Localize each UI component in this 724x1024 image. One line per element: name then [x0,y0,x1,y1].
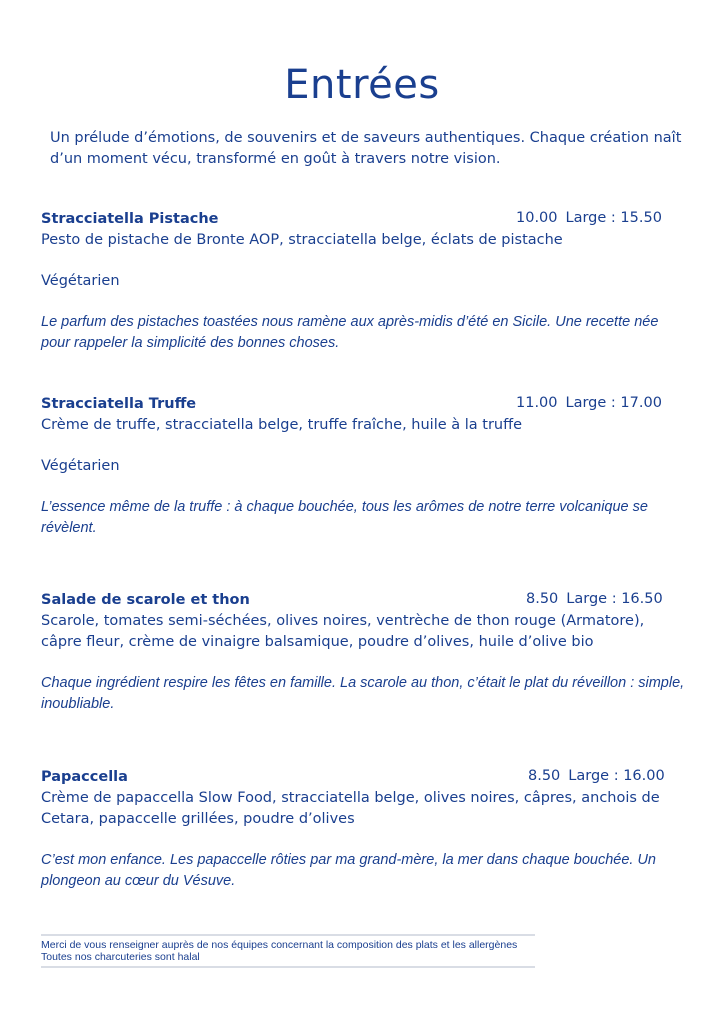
price-regular: 8.50 [528,768,561,784]
halal-notice: Toutes nos charcuteries sont halal [41,951,200,963]
dish-description: Crème de truffe, stracciatella belge, truffe fraîche, huile à la truffe [41,417,523,433]
dish-tag: Végétarien [41,458,120,474]
price-regular: 8.50 [526,591,559,607]
footer-notice [41,934,535,968]
price-regular: 11.00 [516,395,558,411]
page-title: Entrées [284,62,440,108]
price-large: Large : 16.50 [566,591,663,607]
price-large: Large : 17.00 [565,395,662,411]
dish-description: Scarole, tomates semi-séchées, olives noires, ventrèche de thon rouge (Armatore), câpre fleur, crème de vinaigre balsamique, poudre d’olives, huile d’olive bio [41,613,645,650]
dish-salade-scarole-thon [41,589,683,715]
dish-description: Pesto de pistache de Bronte AOP, stracciatella belge, éclats de pistache [41,232,563,248]
dish-name: Stracciatella Pistache [41,211,219,227]
dish-tag: Végétarien [41,273,120,289]
price-large: Large : 15.50 [565,210,662,226]
dish-price [516,208,662,229]
dish-description: Crème de papaccella Slow Food, stracciatella belge, olives noires, câpres, anchois de Cetara, papaccelle grillées, poudre d’olives [41,790,660,827]
allergen-notice: Merci de vous renseigner auprès de nos équipes concernant la composition des plats et les allergènes [41,939,518,951]
dish-price [526,589,663,610]
dish-story: L’essence même de la truffe : à chaque bouchée, tous les arômes de notre terre volcanique se révèlent. [41,499,648,536]
intro-text: Un prélude d’émotions, de souvenirs et de saveurs authentiques. Chaque création naît d’un moment vécu, transformé en goût à travers notre vision. [50,130,682,167]
dish-name: Papaccella [41,769,128,785]
dish-name: Stracciatella Truffe [41,396,197,412]
dish-story: Chaque ingrédient respire les fêtes en famille. La scarole au thon, c’était le plat du réveillon : simple, inoubliable. [41,675,685,712]
price-regular: 10.00 [516,210,558,226]
price-large: Large : 16.00 [568,768,665,784]
dish-stracciatella-truffe [41,393,683,539]
dish-story: C’est mon enfance. Les papaccelle rôties par ma grand-mère, la mer dans chaque bouchée. Un plongeon au cœur du Vésuve. [41,852,656,889]
dish-stracciatella-pistache [41,208,683,354]
dish-price [528,766,665,787]
dish-papaccella [41,766,683,892]
dish-story: Le parfum des pistaches toastées nous ramène aux après-midis d’été en Sicile. Une recette née pour rappeler la simplicité des bonnes choses. [41,314,659,351]
dish-name: Salade de scarole et thon [41,592,250,608]
dish-price [516,393,662,414]
